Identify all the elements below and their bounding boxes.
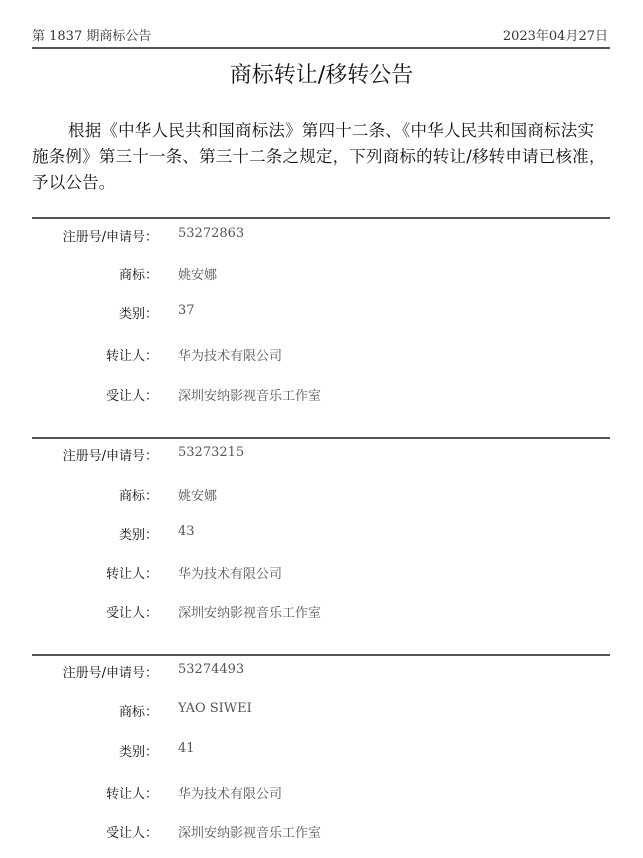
issue-label: 第 1837 期商标公告	[32, 29, 152, 44]
reg-no-value: 53274493	[178, 662, 245, 677]
reg-no-label: 注册号/申请号：	[62, 230, 158, 245]
row-class	[0, 741, 643, 761]
row-assignee	[0, 822, 643, 842]
assignor-label: 转让人：	[105, 567, 158, 582]
row-reg-no	[0, 445, 643, 465]
assignee-label: 受让人：	[105, 606, 158, 621]
class-value: 37	[178, 303, 195, 318]
row-assignee	[0, 385, 643, 405]
reg-no-label: 注册号/申请号：	[62, 666, 158, 681]
assignee-value: 深圳安纳影视音乐工作室	[178, 606, 322, 621]
row-reg-no	[0, 226, 643, 246]
row-mark	[0, 485, 643, 505]
mark-value: 姚安娜	[178, 489, 218, 504]
assignor-value: 华为技术有限公司	[178, 787, 283, 802]
class-value: 41	[178, 741, 195, 756]
assignee-label: 受让人：	[105, 826, 158, 841]
entry-divider	[32, 654, 610, 656]
row-reg-no	[0, 662, 643, 682]
mark-value: 姚安娜	[178, 268, 218, 283]
row-assignee	[0, 602, 643, 622]
intro-paragraph: 根据《中华人民共和国商标法》第四十二条、《中华人民共和国商标法实施条例》第三十一条、第三十二条之规定，下列商标的转让/移转申请已核准，予以公告。	[32, 121, 606, 192]
reg-no-value: 53272863	[178, 226, 245, 241]
entry-divider	[32, 217, 610, 219]
mark-value: YAO SIWEI	[178, 701, 252, 716]
row-mark	[0, 264, 643, 284]
header-divider	[32, 47, 610, 49]
assignee-label: 受让人：	[105, 389, 158, 404]
row-mark	[0, 701, 643, 721]
class-label: 类别：	[118, 307, 158, 322]
mark-label: 商标：	[118, 268, 158, 283]
row-class	[0, 303, 643, 323]
assignee-value: 深圳安纳影视音乐工作室	[178, 826, 322, 841]
row-class	[0, 524, 643, 544]
row-assignor	[0, 783, 643, 803]
reg-no-value: 53273215	[178, 445, 245, 460]
assignee-value: 深圳安纳影视音乐工作室	[178, 389, 322, 404]
assignor-value: 华为技术有限公司	[178, 349, 283, 364]
mark-label: 商标：	[118, 705, 158, 720]
mark-label: 商标：	[118, 489, 158, 504]
reg-no-label: 注册号/申请号：	[62, 449, 158, 464]
date-label: 2023年04月27日	[502, 29, 608, 44]
class-value: 43	[178, 524, 195, 539]
assignor-label: 转让人：	[105, 349, 158, 364]
page-title: 商标转让/移转公告	[229, 63, 414, 88]
row-assignor	[0, 345, 643, 365]
entry-divider	[32, 437, 610, 439]
class-label: 类别：	[118, 745, 158, 760]
class-label: 类别：	[118, 528, 158, 543]
row-assignor	[0, 563, 643, 583]
assignor-label: 转让人：	[105, 787, 158, 802]
assignor-value: 华为技术有限公司	[178, 567, 283, 582]
